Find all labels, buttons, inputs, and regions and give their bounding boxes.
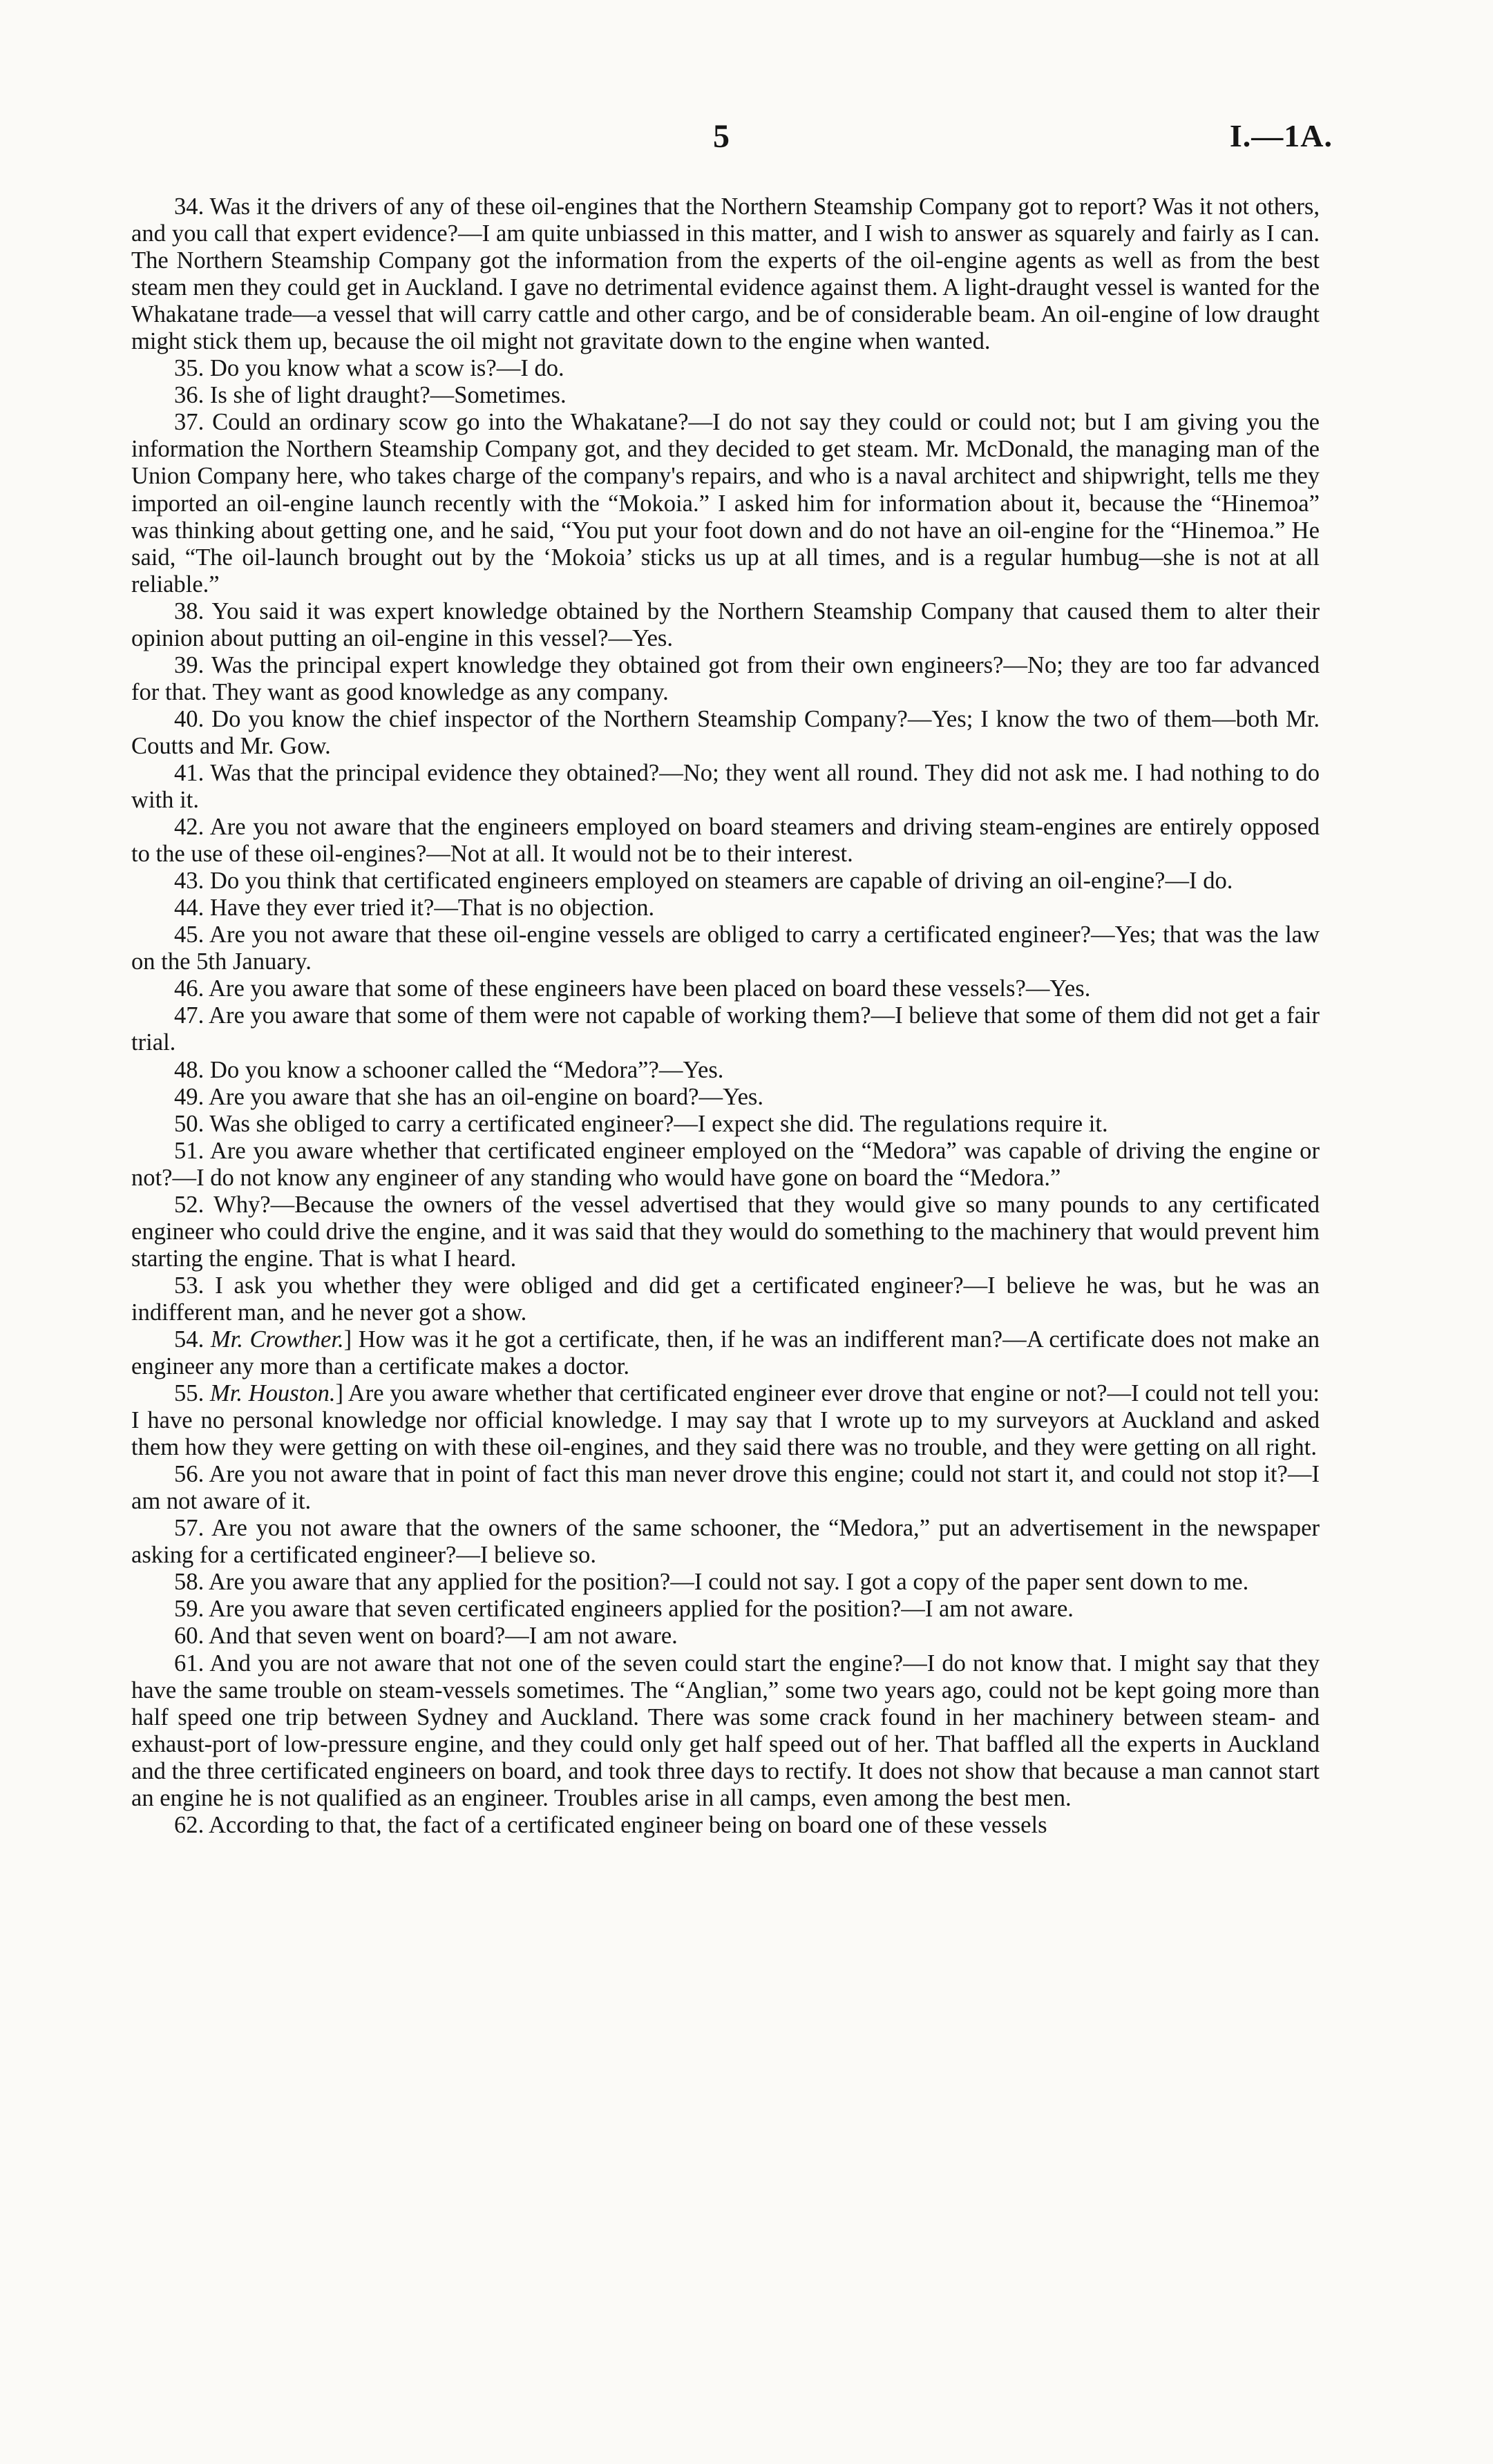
paragraph-61: 61. And you are not aware that not one of the seven could start the engine?—I do not know that. I might say that they have the same trouble on steam-vessels sometimes. The “Anglian,” some two years ago, could not be kept going more than half speed one trip between Sydney and Auckland. There was some crack found in her machinery between steam- and exhaust-port of low-pressure engine, and they could only get half speed out of her. That baffled all the experts in Auckland and the three certificated engineers on board, and took three days to rectify. It does not show that because a man cannot start an engine he is not qualified as an engineer. Troubles arise in all camps, even among the best men. [131,1650,1320,1811]
paragraph-text: ] How was it he got a certificate, then, if he was an indifferent man?—A certificate does not make an engineer any more than a certificate makes a doctor. [131,1326,1320,1380]
paragraph-54 [131,1326,1320,1380]
body-text [131,193,1320,1839]
paragraph-43: 43. Do you think that certificated engineers employed on steamers are capable of driving an oil-engine?—I do. [174,868,1233,895]
paragraph-40: 40. Do you know the chief inspector of the Northern Steamship Company?—Yes; I know the two of them—both Mr. Coutts and Mr. Gow. [131,705,1320,759]
paragraph-48: 48. Do you know a schooner called the “Medora”?—Yes. [174,1056,724,1083]
paragraph-60: 60. And that seven went on board?—I am not aware. [174,1623,678,1650]
paragraph-35: 35. Do you know what a scow is?—I do. [174,355,564,382]
paragraph-53: 53. I ask you whether they were obliged and did get a certificated engineer?—I believe he was, but he was an indifferent man, and he never got a show. [131,1272,1320,1326]
paragraph-37: 37. Could an ordinary scow go into the Whakatane?—I do not say they could or could not; but I am giving you the information the Northern Steamship Company got, and they decided to get steam. Mr. McDonald, the managing man of the Union Company here, who takes charge of the company's repairs, and who is a naval architect and shipwright, tells me they imported an oil-engine launch recently with the “Mokoia.” I asked him for information about it, because the “Hinemoa” was thinking about getting one, and he said, “You put your foot down and do not have an oil-engine for the “Hinemoa.” He said, “The oil-launch brought out by the ‘Mokoia’ sticks us up at all times, and is a regular humbug—she is not at all reliable.” [131,409,1320,598]
question-number: 54. [174,1326,205,1353]
paragraph-44: 44. Have they ever tried it?—That is no objection. [174,895,655,921]
document-reference: I.—1A. [1229,118,1333,153]
page-number: 5 [713,118,730,155]
paragraph-51: 51. Are you aware whether that certificated engineer employed on the “Medora” was capable of driving the engine or not?—I do not know any engineer of any standing who would have gone on board the “Medora.” [131,1137,1320,1191]
paragraph-34: 34. Was it the drivers of any of these oil-engines that the Northern Steamship Company got to report? Was it not others, and you call that expert evidence?—I am quite unbiassed in this matter, and I wish to answer as squarely and fairly as I can. The Northern Steamship Company got the information from the experts of the oil-engine agents as well as from the best steam men they could get in Auckland. I gave no detrimental evidence against them. A light-draught vessel is wanted for the Whakatane trade—a vessel that will carry cattle and other cargo, and be of considerable beam. An oil-engine of low draught might stick them up, because the oil might not gravitate down to the engine when wanted. [131,193,1320,355]
paragraph-42: 42. Are you not aware that the engineers employed on board steamers and driving steam-engines are entirely opposed to the use of these oil-engines?—Not at all. It would not be to their interest. [131,814,1320,868]
paragraph-56: 56. Are you not aware that in point of fact this man never drove this engine; could not start it, and could not stop it?—I am not aware of it. [131,1461,1320,1515]
paragraph-50: 50. Was she obliged to carry a certificated engineer?—I expect she did. The regulations require it. [174,1110,1108,1137]
paragraph-58: 58. Are you aware that any applied for the position?—I could not say. I got a copy of the paper sent down to me. [174,1569,1249,1596]
speaker-name: Mr. Houston. [209,1380,336,1407]
paragraph-47: 47. Are you aware that some of them were not capable of working them?—I believe that some of them did not get a fair trial. [131,1002,1320,1056]
paragraph-59: 59. Are you aware that seven certificated engineers applied for the position?—I am not aware. [174,1596,1074,1623]
page-header [0,117,1493,166]
paragraph-41: 41. Was that the principal evidence they obtained?—No; they went all round. They did not ask me. I had nothing to do with it. [131,759,1320,814]
paragraph-49: 49. Are you aware that she has an oil-engine on board?—Yes. [174,1083,764,1110]
paragraph-45: 45. Are you not aware that these oil-engine vessels are obliged to carry a certificated engineer?—Yes; that was the law on the 5th January. [131,921,1320,975]
paragraph-38: 38. You said it was expert knowledge obtained by the Northern Steamship Company that caused them to alter their opinion about putting an oil-engine in this vessel?—Yes. [131,598,1320,651]
speaker-name: Mr. Crowther. [210,1326,344,1353]
paragraph-36: 36. Is she of light draught?—Sometimes. [174,382,567,409]
question-number: 55. [174,1380,205,1407]
paragraph-52: 52. Why?—Because the owners of the vessel advertised that they would give so many pounds to any certificated engineer who could drive the engine, and it was said that they would do something to the machinery that would prevent him starting the engine. That is what I heard. [131,1191,1320,1272]
paragraph-57: 57. Are you not aware that the owners of the same schooner, the “Medora,” put an advertisement in the newspaper asking for a certificated engineer?—I believe so. [131,1515,1320,1569]
paragraph-46: 46. Are you aware that some of these engineers have been placed on board these vessels?—Yes. [174,975,1091,1002]
paragraph-62: 62. According to that, the fact of a certificated engineer being on board one of these vessels [174,1811,1047,1838]
paragraph-text: ] Are you aware whether that certificated engineer ever drove that engine or not?—I could not tell you: I have no personal knowledge nor official knowledge. I may say that I wrote up to my surveyors at Auckland and asked them how they were getting on with these oil-engines, and they said there was no trouble, and they were getting on all right. [131,1380,1320,1461]
paragraph-39: 39. Was the principal expert knowledge they obtained got from their own engineers?—No; they are too far advanced for that. They want as good knowledge as any company. [131,651,1320,705]
paragraph-55 [131,1380,1320,1461]
